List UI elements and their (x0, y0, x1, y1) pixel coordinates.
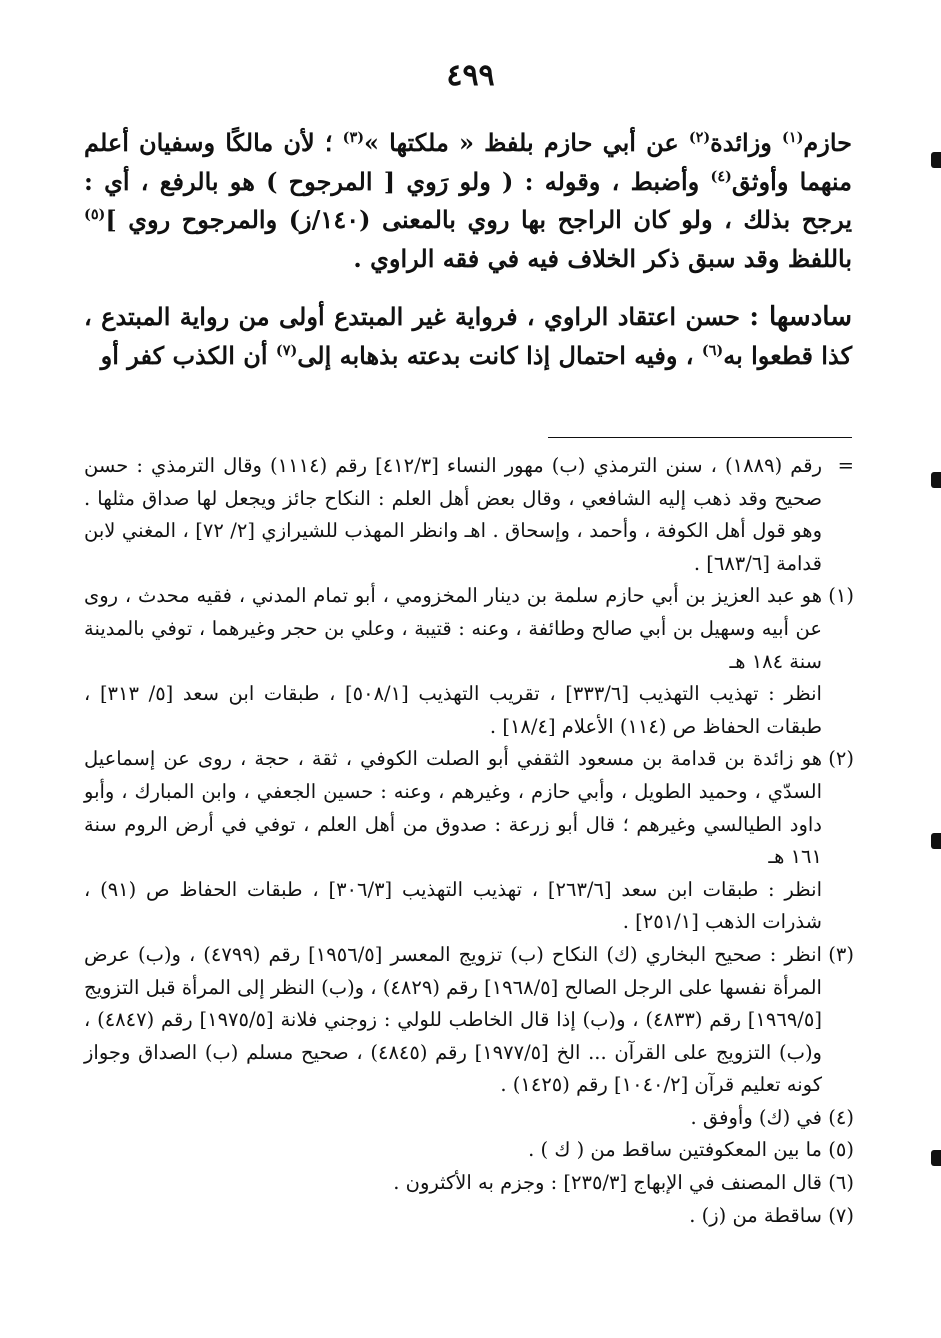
footnote-reference: انظر : تهذيب التهذيب [٣٣٣/٦] ، تقريب التهذيب [٥٠٨/١] ، طبقات ابن سعد [٥/ ٣١٣] ، طبقات الحفاظ ص (١١٤) الأعلام [١٨/٤] . (84, 682, 822, 738)
footnote-marker: = (837, 454, 854, 477)
scan-edge-mark (931, 472, 941, 488)
footnote-6 (84, 1167, 854, 1200)
footnote-number: (٢) (828, 747, 854, 771)
footnote-text: في (ك) وأوفق . (690, 1105, 822, 1129)
footnote-ref: (٣) (342, 129, 365, 146)
footnote-ref: (١) (782, 129, 804, 146)
footnote-number: (١) (828, 584, 854, 608)
footnote-1 (84, 580, 854, 743)
footnote-ref: (٢) (688, 129, 711, 146)
footnote-7 (84, 1200, 854, 1233)
footnote-text: ما بين المعكوفتين ساقط من ( ك ) . (528, 1138, 822, 1162)
footnotes (84, 450, 854, 1232)
paragraph-lead: سادسها : (749, 302, 852, 332)
page-number: ٤٩٩ (446, 58, 495, 93)
footnote-number: (٥) (828, 1138, 854, 1162)
footnote-ref: (٧) (275, 341, 298, 359)
footnote-text: هو عبد العزيز بن أبي حازم سلمة بن دينار المخزومي ، أبو تمام المدني ، فقيه محدث ، روى عن أبيه وسهيل بن أبي صالح وطائفة ، وعنه : قتيبة ، وعلي بن حجر وغيرهما ، توفي بالمدينة سنة ١٨٤ هـ (84, 584, 822, 673)
footnote-text: انظر : صحيح البخاري (ك) النكاح (ب) تزويج المعسر [١٩٥٦/٥] رقم (٤٧٩٩) ، و(ب) عرض المرأة نفسها على الرجل الصالح [١٩٦٨/٥] رقم (٤٨٢٩) ، و(ب) النظر إلى المرأة قبل التزويج [١٩٦٩/٥] رقم (٤٨٣٣) ، و(ب) إذا قال الخاطب للولي : زوجني فلانة [١٩٧٥/٥] رقم (٤٨٤٧) ، و(ب) التزويج على القرآن ... الخ [١٩٧٧/٥] رقم (٤٨٤٥) ، صحيح مسلم (ب) الصداق وجواز كونه تعليم قرآن [١٠٤٠/٢] رقم (١٤٢٥) . (84, 942, 822, 1097)
footnote-continuation (84, 450, 854, 580)
footnote-4 (84, 1102, 854, 1135)
footnote-number: (٣) (828, 942, 854, 966)
footnote-ref: (٥) (84, 206, 106, 223)
scan-edge-mark (931, 833, 941, 849)
footnote-2 (84, 743, 854, 939)
scan-edge-mark (931, 152, 941, 168)
footnote-3 (84, 939, 854, 1102)
paragraph-2-body: حسن اعتقاد الراوي ، فرواية غير المبتدع أولى من رواية المبتدع ، كذا قطعوا به$^{(٦)}$ ، وفيه احتمال إذا كانت بدعته بذهابه إلى$^{(٧)}$ أن الكذب كفر أو (84, 302, 852, 370)
main-paragraph-2 (84, 298, 852, 375)
footnote-separator (548, 437, 852, 438)
footnote-text: ساقطة من (ز) . (689, 1203, 822, 1227)
footnote-text: قال المصنف في الإبهاج [٢٣٥/٣] : وجزم به الأكثرون . (393, 1171, 822, 1195)
footnote-text: رقم (١٨٨٩) ، سنن الترمذي (ب) مهور النساء [٤١٢/٣] رقم (١١١٤) وقال الترمذي : حسن صحيح وقد ذهب إليه الشافعي ، وقال بعض أهل العلم : النكاح جائز ويجعل لها صداق مثلها . وهو قول أهل الكوفة ، وأحمد ، وإسحاق . اهـ وانظر المهذب للشيرازي [٢/ ٧٢] ، المغني لابن قدامة [٦٨٣/٦] . (84, 454, 822, 575)
footnote-ref: (٦) (701, 341, 724, 359)
main-text (84, 124, 852, 375)
footnote-ref: (٤) (710, 167, 732, 185)
footnote-number: (٤) (828, 1105, 854, 1129)
footnote-number: (٦) (828, 1171, 854, 1195)
footnote-5 (84, 1134, 854, 1167)
main-paragraph-1: حازم$^{(١)}$ وزائدة$^{(٢)}$ عن أبي حازم بلفظ « ملكتها »$^{(٣)}$ ؛ لأن مالكًا وسفيان أعلم منهما وأوثق$^{(٤)}$ وأضبط ، وقوله : ( ولو رَوي [ المرجوح ) هو بالرفع ، أي : يرجح بذلك ، ولو كان الراجح بها روي بالمعنى (١٤٠/ز) والمرجوح روي ]$^{(٥)}$ باللفظ وقد سبق ذكر الخلاف فيه في فقه الراوي . (84, 128, 852, 273)
footnote-text: هو زائدة بن قدامة بن مسعود الثقفي أبو الصلت الكوفي ، ثقة ، حجة ، روى عن إسماعيل السدّي ، وحميد الطويل ، وأبي حازم ، وغيرهم ، وعنه : حسين الجعفي ، وابن المبارك ، وأبو داود الطيالسي وغيرهم ؛ قال أبو زرعة : صدوق من أهل العلم ، توفي في أرض الروم سنة ١٦١ هـ (84, 747, 822, 869)
scan-edge-mark (931, 1150, 941, 1166)
footnote-reference: انظر : طبقات ابن سعد [٢٦٣/٦] ، تهذيب التهذيب [٣٠٦/٣] ، طبقات الحفاظ ص (٩١) ، شذرات الذهب [٢٥١/١] . (84, 877, 822, 934)
footnote-number: (٧) (828, 1203, 854, 1227)
